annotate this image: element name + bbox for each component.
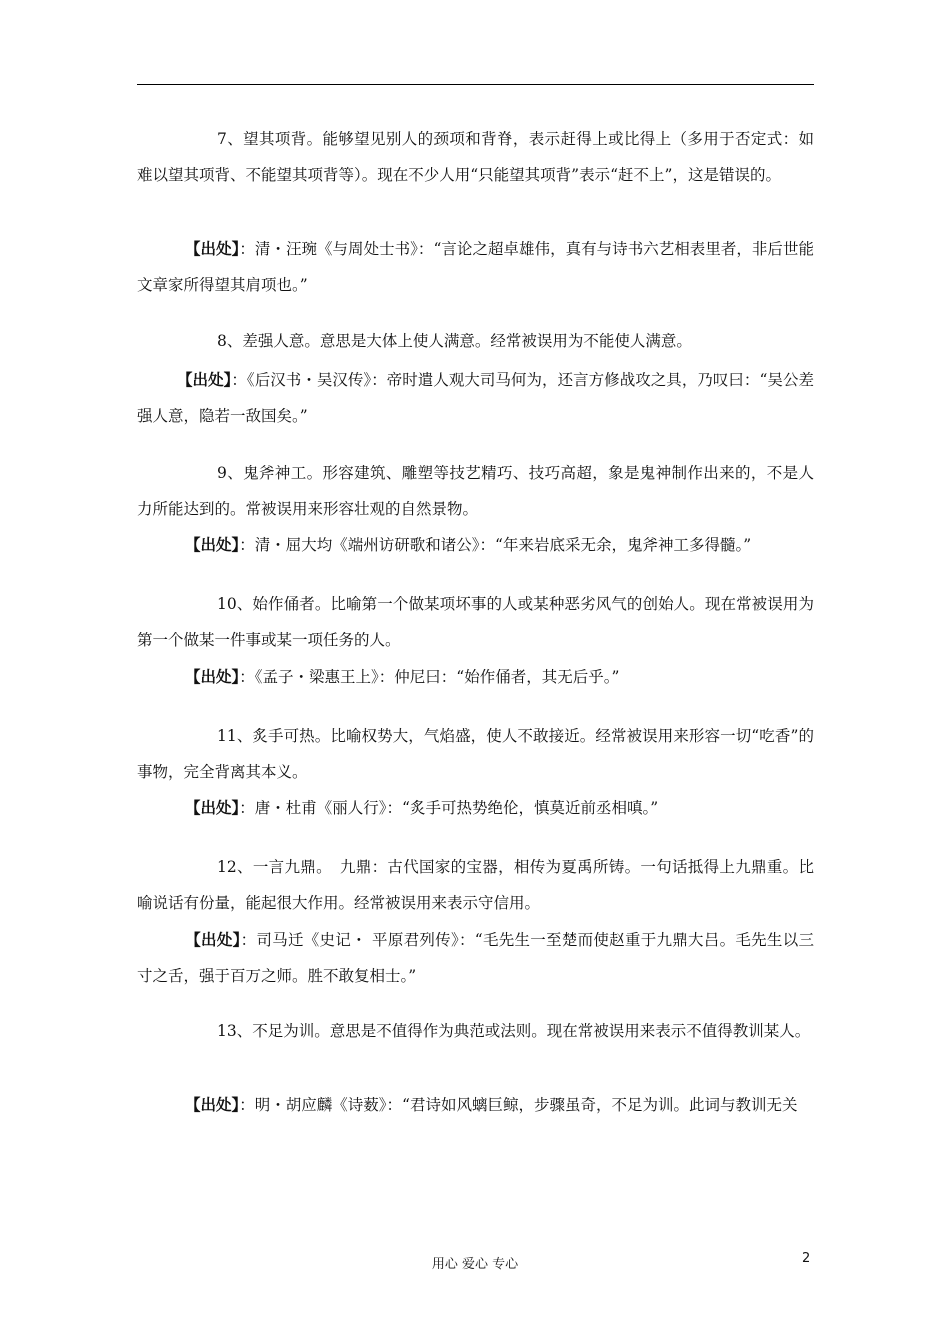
entry-9-source: 【出处】：清・屈大均《端州访研歌和诸公》：“年来岩底采无余，鬼斧神工多得髓。” xyxy=(185,535,752,554)
entry-12-source: 【出处】：司马迁《史记・ 平原君列传》：“毛先生一至楚而使赵重于九鼎大吕。毛先生以三寸之舌，强于百万之师。胜不敢复相士。” xyxy=(137,930,814,985)
footer-motto: 用心 爱心 专心 xyxy=(431,1257,519,1272)
entry-7-text: 7、望其项背。能够望见别人的颈项和背脊，表示赶得上或比得上（多用于否定式：如难以望其项背、不能望其项背等）。现在不少人用“只能望其项背”表示“赶不上”，这是错误的。 xyxy=(137,130,814,184)
entry-8-text: 8、差强人意。意思是大体上使人满意。经常被误用为不能使人满意。 xyxy=(217,332,692,350)
header-rule xyxy=(137,84,814,85)
entry-10-text: 10、始作俑者。比喻第一个做某项坏事的人或某种恶劣风气的创始人。现在常被误用为第一个做某一件事或某一项任务的人。 xyxy=(137,595,814,649)
page-number: 2 xyxy=(802,1251,811,1266)
entry-11-source: 【出处】：唐・杜甫《丽人行》：“炙手可热势绝伦，慎莫近前丞相嗔。” xyxy=(185,798,659,817)
entry-8-source: 【出处】：《后汉书・吴汉传》：帝时遣人观大司马何为，还言方修战攻之具，乃叹曰：“吴公差强人意，隐若一敌国矣。” xyxy=(137,370,814,425)
entry-7-source: 【出处】：清・汪琬《与周处士书》：“言论之超卓雄伟，真有与诗书六艺相表里者，非后世能文章家所得望其肩项也。” xyxy=(137,239,814,294)
entry-10-source: 【出处】：《孟子・梁惠王上》：仲尼曰：“始作俑者，其无后乎。” xyxy=(185,667,620,686)
entry-12-text: 12、一言九鼎。 九鼎：古代国家的宝器，相传为夏禹所铸。一句话抵得上九鼎重。比喻说话有份量，能起很大作用。经常被误用来表示守信用。 xyxy=(137,858,814,912)
entry-13-text: 13、不足为训。意思是不值得作为典范或法则。现在常被误用来表示不值得教训某人。 xyxy=(217,1022,811,1040)
entry-13-source: 【出处】：明・胡应麟《诗薮》：“君诗如风螭巨鲸，步骤虽奇，不足为训。此词与教训无关 xyxy=(185,1095,798,1114)
entry-11-text: 11、炙手可热。比喻权势大，气焰盛，使人不敢接近。经常被误用来形容一切“吃香”的事物，完全背离其本义。 xyxy=(137,727,814,781)
entry-9-text: 9、鬼斧神工。形容建筑、雕塑等技艺精巧、技巧高超，象是鬼神制作出来的，不是人力所能达到的。常被误用来形容壮观的自然景物。 xyxy=(137,464,814,518)
